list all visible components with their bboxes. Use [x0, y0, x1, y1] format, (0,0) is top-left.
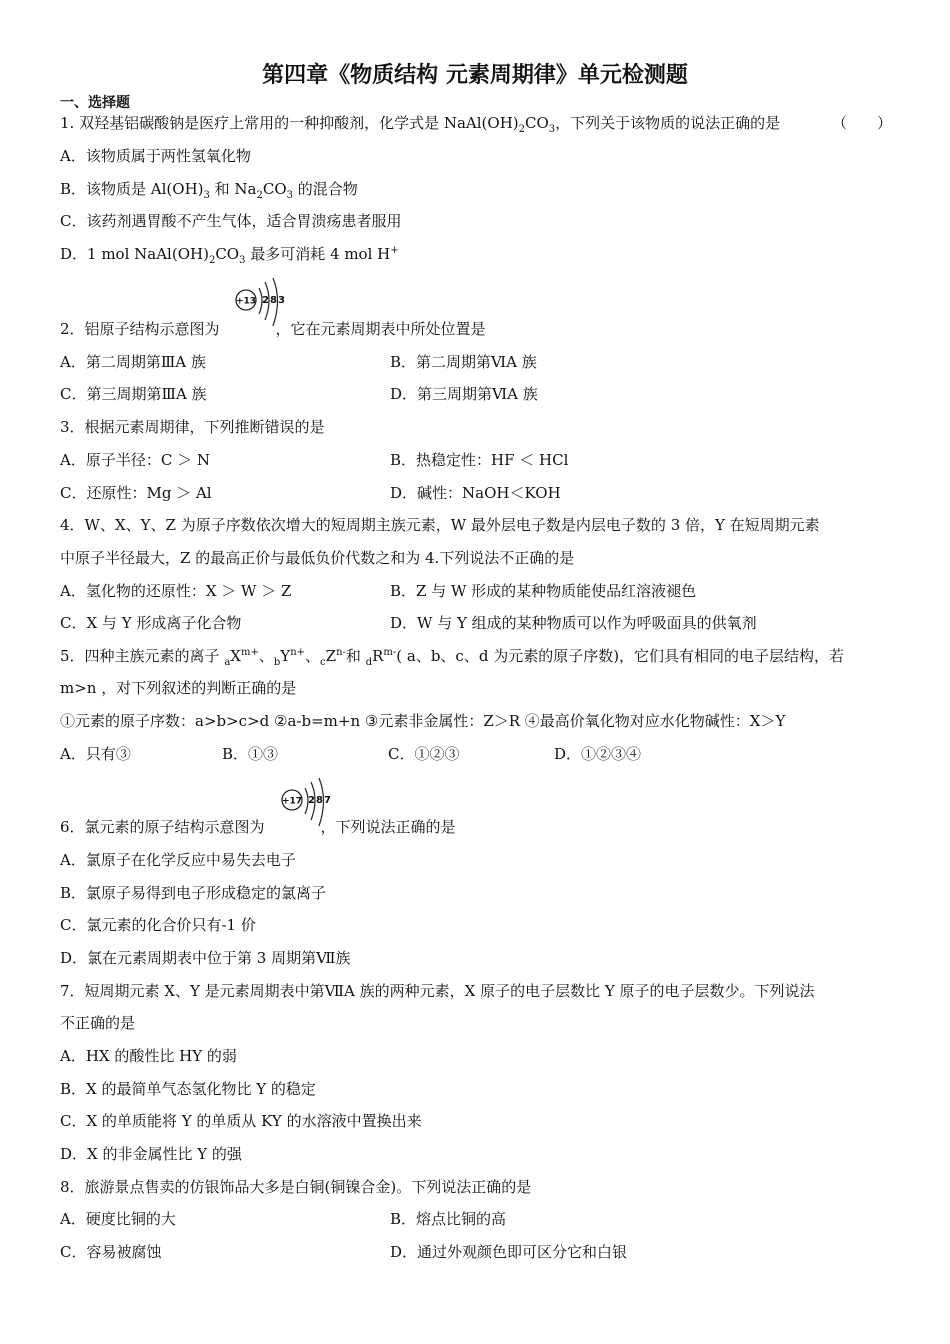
q1-stem-start: 1. 双羟基铝碳酸钠是医疗上常用的一种抑酸剂，化学式是 [60, 114, 444, 132]
q4-option-b: B．Z 与 W 形成的某种物质能使品红溶液褪色 [390, 582, 697, 600]
q1-stem-end: ，下列关于该物质的说法正确的是 [555, 114, 781, 132]
question-4-stem-line1: 4．W、X、Y、Z 为原子序数依次增大的短周期主族元素，W 最外层电子数是内层电子数的 3 倍，Y 在短周期元素 [60, 516, 820, 534]
q2-stem-start: 2．铝原子结构示意图为 [60, 320, 220, 338]
q2-option-b: B．第二周期第ⅥA 族 [390, 353, 537, 371]
q3-option-c: C．还原性：Mg ＞ Al [60, 484, 212, 502]
al-shell-3: 3 [278, 295, 285, 306]
q5-option-d: D．①②③④ [554, 745, 642, 763]
al-nucleus-charge: +13 [235, 296, 257, 307]
q5-statements: ①元素的原子序数：a>b>c>d ②a-b=m+n ③元素非金属性：Z＞R ④最高价氧化物对应水化物碱性：X＞Y [60, 712, 786, 730]
q2-option-d: D．第三周期第ⅥA 族 [390, 385, 538, 403]
section-heading: 一、选择题 [60, 95, 130, 111]
q5-option-b: B．①③ [222, 745, 279, 763]
question-3-stem: 3．根据元素周期律，下列推断错误的是 [60, 418, 325, 436]
q6-option-a: A．氯原子在化学反应中易失去电子 [60, 851, 296, 869]
cl-shell-3: 7 [324, 795, 331, 806]
question-6-stem [60, 816, 456, 837]
q1-option-b: B．该物质是 $Al(OH)_3$ 和 $Na_2CO_3$ 的混合物 [60, 180, 358, 201]
cl-nucleus-charge: +17 [281, 796, 303, 807]
al-shell-1: 2 [262, 295, 269, 306]
cl-shell-2: 8 [316, 795, 323, 806]
q7-option-d: D．X 的非金属性比 Y 的强 [60, 1145, 242, 1163]
chlorine-atom-diagram [278, 770, 340, 832]
q1-option-d: D．1 mol $NaAl(OH)_2CO_3$ 最多可消耗 4 mol H+ [60, 245, 399, 266]
q1-formula: $NaAl(OH)_2CO_3$ [443, 114, 556, 135]
q7-option-b: B．X 的最简单气态氢化物比 Y 的稳定 [60, 1080, 316, 1098]
q2-option-a: A．第二周期第ⅢA 族 [60, 353, 206, 371]
q5-option-a: A．只有③ [60, 745, 131, 763]
cl-shell-1: 2 [308, 795, 315, 806]
q7-option-c: C．X 的单质能将 Y 的单质从 KY 的水溶液中置换出来 [60, 1112, 422, 1130]
page-title: 第四章《物质结构 元素周期律》单元检测题 [262, 63, 688, 88]
q8-option-b: B．熔点比铜的高 [390, 1210, 507, 1228]
question-1-stem [60, 112, 780, 135]
q4-option-a: A．氢化物的还原性：X ＞ W ＞ Z [60, 582, 292, 600]
q6-stem-end: ，下列说法正确的是 [320, 818, 456, 836]
question-7-stem-line2: 不正确的是 [60, 1014, 136, 1032]
q4-option-c: C．X 与 Y 形成离子化合物 [60, 614, 242, 632]
aluminum-atom-diagram [232, 270, 294, 332]
q4-option-d: D．W 与 Y 组成的某种物质可以作为呼吸面具的供氧剂 [390, 614, 757, 632]
q6-option-c: C．氯元素的化合价只有-1 价 [60, 916, 256, 934]
q3-option-d: D．碱性：NaOH＜KOH [390, 484, 561, 502]
q3-option-b: B．热稳定性：HF ＜ HCl [390, 451, 569, 469]
q2-stem-end: ，它在元素周期表中所处位置是 [275, 320, 486, 338]
question-5-stem-line1: 5．四种主族元素的离子 $_aX^{m+}$、$_bY^{n+}$、$_cZ^{n-}$和 $_dR^{m-}$( a、b、c、d 为元素的原子序数)，它们具有相同的电子层结构，若 [60, 647, 845, 668]
q3-option-a: A．原子半径：C ＞ N [60, 451, 210, 469]
q8-option-a: A．硬度比铜的大 [60, 1210, 176, 1228]
q5-option-c: C．①②③ [388, 745, 460, 763]
q6-option-d: D．氯在元素周期表中位于第 3 周期第Ⅶ族 [60, 949, 351, 967]
question-8-stem: 8．旅游景点售卖的仿银饰品大多是白铜(铜镍合金)。下列说法正确的是 [60, 1178, 532, 1196]
q2-option-c: C．第三周期第ⅢA 族 [60, 385, 207, 403]
q6-option-b: B．氯原子易得到电子形成稳定的氯离子 [60, 884, 327, 902]
question-5-stem-line2: m>n ，对下列叙述的判断正确的是 [60, 679, 297, 697]
question-7-stem-line1: 7．短周期元素 X、Y 是元素周期表中第ⅦA 族的两种元素，X 原子的电子层数比 Y 原子的电子层数少。下列说法 [60, 982, 815, 1000]
q1-option-c: C．该药剂遇胃酸不产生气体，适合胃溃疡患者服用 [60, 212, 402, 230]
al-shell-2: 8 [270, 295, 277, 306]
question-4-stem-line2: 中原子半径最大，Z 的最高正价与最低负价代数之和为 4.下列说法不正确的是 [60, 549, 575, 567]
q1-option-a: A．该物质属于两性氢氧化物 [60, 147, 251, 165]
q6-stem-start: 6．氯元素的原子结构示意图为 [60, 818, 265, 836]
q8-option-d: D．通过外观颜色即可区分它和白银 [390, 1243, 628, 1261]
q1-answer-blank: （ ） [831, 114, 892, 132]
q7-option-a: A．HX 的酸性比 HY 的弱 [60, 1047, 237, 1065]
q8-option-c: C．容易被腐蚀 [60, 1243, 162, 1261]
